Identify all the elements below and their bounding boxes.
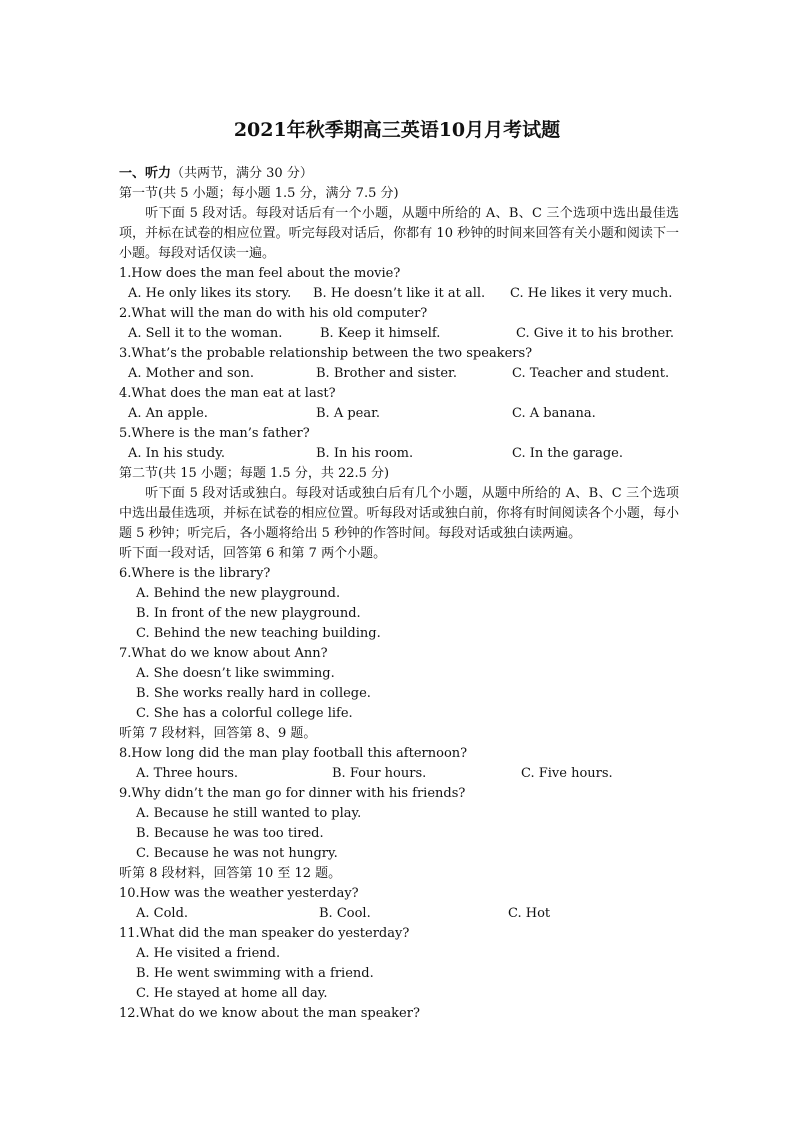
note-dialog-6: 听下面一段对话，回答第 6 和第 7 两个小题。: [119, 546, 387, 561]
question-6: 6.Where is the library?: [119, 566, 271, 581]
section1-instructions-text: 听下面 5 段对话。每段对话后有一个小题，从题中所给的 A、B、C 三个选项中选出最佳选项，并标在试卷的相应位置。听完每段对话后，你都有 10 秒钟的时间来回答有关小题和阅读下一小题。每段对话仅读一遍。: [119, 206, 679, 261]
q7-option-a: A. She doesn’t like swimming.: [136, 666, 335, 681]
part1-heading-note: （共两节，满分 30 分）: [171, 166, 313, 181]
note-material-8: 听第 8 段材料，回答第 10 至 12 题。: [119, 866, 342, 881]
note-material-7: 听第 7 段材料，回答第 8、9 题。: [119, 726, 317, 741]
question-10: 10.How was the weather yesterday?: [119, 886, 359, 901]
q9-option-a: A. Because he still wanted to play.: [136, 806, 362, 821]
section2-heading: 第二节(共 15 小题；每题 1.5 分，共 22.5 分): [119, 466, 390, 481]
q3-option-b: B. Brother and sister.: [316, 366, 457, 381]
q11-option-c: C. He stayed at home all day.: [136, 986, 328, 1001]
q9-option-c: C. Because he was not hungry.: [136, 846, 338, 861]
q6-option-a: A. Behind the new playground.: [136, 586, 341, 601]
section2-instructions: [119, 484, 679, 544]
q8-option-c: C. Five hours.: [521, 766, 613, 781]
question-7: 7.What do we know about Ann?: [119, 646, 328, 661]
q5-option-a: A. In his study.: [128, 446, 225, 461]
q8-option-b: B. Four hours.: [332, 766, 427, 781]
q2-option-a: A. Sell it to the woman.: [128, 326, 283, 341]
part1-heading-row: [119, 164, 313, 184]
q10-option-b: B. Cool.: [319, 906, 371, 921]
question-5: 5.Where is the man’s father?: [119, 426, 310, 441]
question-1: 1.How does the man feel about the movie?: [119, 266, 401, 281]
section1-instructions: [119, 204, 679, 264]
q9-option-b: B. Because he was too tired.: [136, 826, 324, 841]
q2-option-b: B. Keep it himself.: [320, 326, 441, 341]
q1-option-c: C. He likes it very much.: [510, 286, 673, 301]
q8-option-a: A. Three hours.: [136, 766, 239, 781]
q1-option-b: B. He doesn’t like it at all.: [313, 286, 486, 301]
q4-option-a: A. An apple.: [128, 406, 208, 421]
q3-option-c: C. Teacher and student.: [512, 366, 670, 381]
question-4: 4.What does the man eat at last?: [119, 386, 336, 401]
q10-option-a: A. Cold.: [136, 906, 189, 921]
q5-option-c: C. In the garage.: [512, 446, 623, 461]
question-2: 2.What will the man do with his old computer?: [119, 306, 428, 321]
q4-option-c: C. A banana.: [512, 406, 596, 421]
q11-option-b: B. He went swimming with a friend.: [136, 966, 374, 981]
part1-heading: 一、听力: [119, 166, 172, 181]
q10-option-c: C. Hot: [508, 906, 551, 921]
q11-option-a: A. He visited a friend.: [136, 946, 281, 961]
question-11: 11.What did the man speaker do yesterday?: [119, 926, 410, 941]
exam-title: 2021年秋季期高三英语10月月考试题: [233, 119, 561, 141]
q2-option-c: C. Give it to his brother.: [516, 326, 675, 341]
q3-option-a: A. Mother and son.: [128, 366, 255, 381]
q6-option-b: B. In front of the new playground.: [136, 606, 361, 621]
q6-option-c: C. Behind the new teaching building.: [136, 626, 381, 641]
question-9: 9.Why didn’t the man go for dinner with his friends?: [119, 786, 466, 801]
q7-option-c: C. She has a colorful college life.: [136, 706, 353, 721]
section1-heading: 第一节(共 5 小题；每小题 1.5 分，满分 7.5 分): [119, 186, 399, 201]
q5-option-b: B. In his room.: [316, 446, 414, 461]
q1-option-a: A. He only likes its story.: [128, 286, 292, 301]
question-3: 3.What’s the probable relationship between the two speakers?: [119, 346, 533, 361]
question-12: 12.What do we know about the man speaker?: [119, 1006, 420, 1021]
q4-option-b: B. A pear.: [316, 406, 381, 421]
section2-instructions-text: 听下面 5 段对话或独白。每段对话或独白后有几个小题，从题中所给的 A、B、C 三个选项中选出最佳选项，并标在试卷的相应位置。听每段对话或独白前，你将有时间阅读各个小题，每小题 5 秒钟；听完后，各小题将给出 5 秒钟的作答时间。每段对话或独白读两遍。: [119, 486, 679, 541]
question-8: 8.How long did the man play football this afternoon?: [119, 746, 468, 761]
q7-option-b: B. She works really hard in college.: [136, 686, 371, 701]
